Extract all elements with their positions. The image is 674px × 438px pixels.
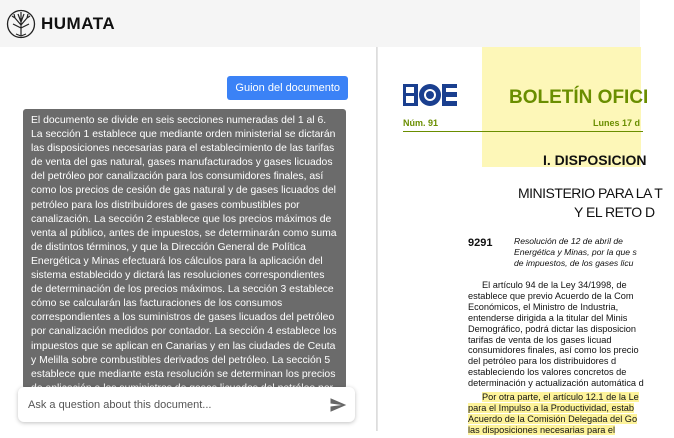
boe-logo-icon (403, 84, 457, 106)
body-line: El artículo 94 de la Ley 34/1998, de (482, 280, 627, 290)
question-input[interactable] (28, 399, 318, 411)
highlighted-line: las disposiciones necesarias para el (468, 424, 616, 435)
user-message: Guion del documento (227, 76, 348, 100)
ministry-line-2: Y EL RETO D (574, 204, 655, 220)
body-line: Económicos, el Ministro de Industria, (468, 301, 619, 312)
resolution-line: Energética y Minas, por la que s (514, 247, 637, 257)
body-line: consumidores finales, así como los precio (468, 345, 639, 356)
reference-number: 9291 (468, 237, 493, 249)
document-body (468, 280, 668, 436)
issue-number: Núm. 91 (403, 118, 439, 128)
ministry-line-1: MINISTERIO PARA LA T (518, 185, 663, 201)
app-header (0, 0, 640, 47)
section-heading: I. DISPOSICION (543, 152, 647, 168)
issue-date: Lunes 17 d (593, 118, 641, 128)
body-line: determinación y actualización automática d (468, 378, 644, 389)
document-viewer[interactable] (377, 47, 663, 435)
highlighted-line: Por otra parte, el artículo 12.1 de la Le (482, 392, 639, 403)
body-line: Demográfico, podrá dictar las disposicion (468, 323, 637, 334)
question-input-bar[interactable] (18, 387, 355, 422)
highlighted-line: para el Impulso a la Productividad, estab (468, 402, 634, 413)
header-rule (403, 131, 643, 132)
highlighted-line: Acuerdo de la Comisión Delegada del Go (468, 413, 638, 424)
body-line: entenderse dirigida a la titular del Minis (468, 312, 628, 323)
document-title: BOLETÍN OFICI (509, 87, 649, 108)
body-line: tarifas de venta de los gases licuad (468, 334, 612, 345)
app-name: HUMATA (41, 13, 116, 33)
resolution-text (514, 236, 674, 269)
body-line: establece que previo Acuerdo de la Com (468, 290, 634, 301)
body-line: estableciendo los valores concretos de (468, 367, 627, 378)
chat-panel (0, 47, 376, 437)
assistant-message: El documento se divide en seis secciones numeradas del 1 al 6. La sección 1 establece que mediante orden ministerial se dictarán las disposiciones necesarias para el establecimiento de las tarifas de venta del gas natural, gases manufacturados y gases licuados del petróleo por canalización para los consumidores finales, así como los precios de cesión de gas natural y de gases licuados del petróleo para los distribuidores de gases combustibles por canalización. La sección 2 establece que los precios máximos de venta al público, antes de impuestos, se determinarán como suma de distintos términos, y que la Dirección General de Política Energética y Minas efectuará los cálculos para la aplicación del sistema establecido y dictará las resoluciones correspondientes de determinación de los precios máximos. La sección 3 establece cómo se calcularán las facturaciones de los consumos correspondientes a los suministros de gases licuados del petróleo por canalización medidos por contador. La sección 4 establece los impuestos que se aplican en Canarias y en las ciudades de Ceuta y Melilla sobre combustibles derivados del petróleo. La sección 5 establece que mediante esta resolución se determinan los precios establece que la resolución será objeto de (23, 109, 346, 389)
resolution-line: de impuestos, de los gases licu (514, 258, 634, 268)
tree-logo-icon (6, 9, 36, 39)
body-line: del petróleo para los distribuidores d (468, 356, 617, 367)
resolution-line: Resolución de 12 de abril de (514, 236, 623, 246)
send-icon[interactable] (329, 396, 347, 414)
